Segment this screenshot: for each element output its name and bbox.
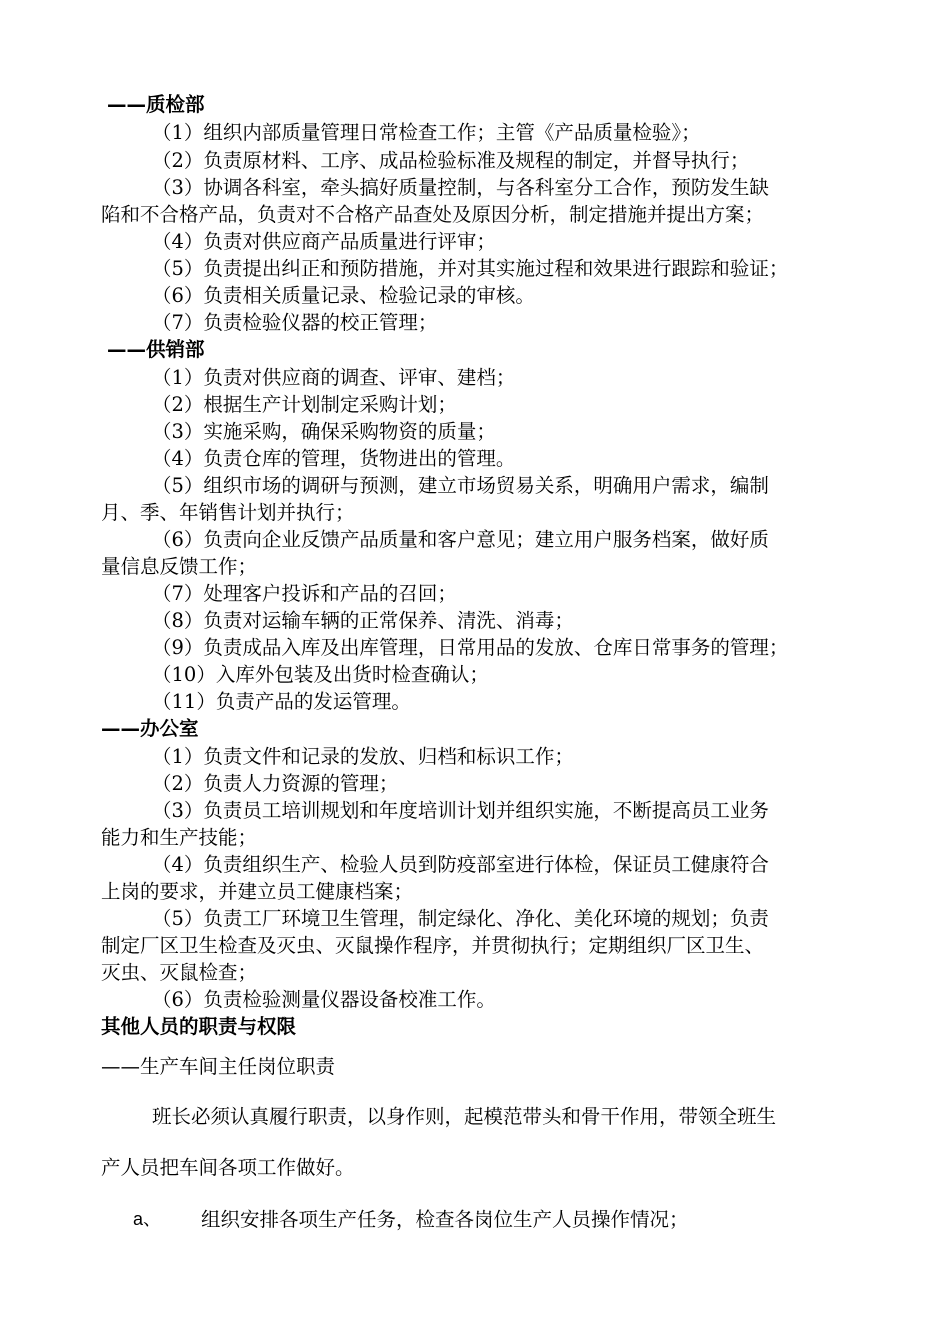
qc-item-3: （3）协调各科室，牵头搞好质量控制，与各科室分工合作，预防发生缺 — [152, 176, 769, 199]
office-item-3-cont: 能力和生产技能； — [101, 826, 258, 849]
supply-item-10: （10）入库外包装及出货时检查确认； — [152, 663, 489, 686]
supply-item-1: （1）负责对供应商的调查、评审、建档； — [152, 366, 516, 389]
supply-item-8: （8）负责对运输车辆的正常保养、清洗、消毒； — [152, 609, 574, 632]
supply-item-6-cont: 量信息反馈工作； — [101, 555, 258, 578]
qc-item-4: （4）负责对供应商产品质量进行评审； — [152, 230, 496, 253]
qc-item-6: （6）负责相关质量记录、检验记录的审核。 — [152, 284, 535, 307]
qc-item-2: （2）负责原材料、工序、成品检验标准及规程的制定，并督导执行； — [152, 149, 750, 172]
subheading-workshop-director: ——生产车间主任岗位职责 — [101, 1055, 336, 1078]
office-item-3: （3）负责员工培训规划和年度培训计划并组织实施，不断提高员工业务 — [152, 799, 769, 822]
office-item-6: （6）负责检验测量仪器设备校准工作。 — [152, 988, 496, 1011]
supply-item-5-cont: 月、季、年销售计划并执行； — [101, 501, 355, 524]
office-item-1: （1）负责文件和记录的发放、归档和标识工作； — [152, 745, 574, 768]
paragraph-line-2: 产人员把车间各项工作做好。 — [101, 1156, 355, 1179]
supply-item-11: （11）负责产品的发运管理。 — [152, 690, 411, 713]
list-item-a: 组织安排各项生产任务，检查各岗位生产人员操作情况； — [201, 1208, 689, 1231]
qc-item-3-cont: 陷和不合格产品，负责对不合格产品查处及原因分析，制定措施并提出方案； — [101, 203, 765, 226]
office-item-5-cont-1: 制定厂区卫生检查及灭虫、灭鼠操作程序，并贯彻执行；定期组织厂区卫生、 — [101, 934, 765, 957]
qc-item-1: （1）组织内部质量管理日常检查工作；主管《产品质量检验》； — [152, 121, 701, 144]
office-item-5: （5）负责工厂环境卫生管理，制定绿化、净化、美化环境的规划；负责 — [152, 907, 769, 930]
heading-supply: ——供销部 — [107, 338, 205, 361]
heading-qc: ——质检部 — [107, 93, 205, 116]
supply-item-3: （3）实施采购，确保采购物资的质量； — [152, 420, 496, 443]
supply-item-2: （2）根据生产计划制定采购计划； — [152, 393, 457, 416]
supply-item-4: （4）负责仓库的管理，货物进出的管理。 — [152, 447, 516, 470]
office-item-4-cont: 上岗的要求，并建立员工健康档案； — [101, 880, 414, 903]
list-marker-a: a、 — [133, 1209, 162, 1229]
supply-item-7: （7）处理客户投诉和产品的召回； — [152, 582, 457, 605]
heading-office: ——办公室 — [101, 717, 199, 740]
heading-others: 其他人员的职责与权限 — [101, 1015, 297, 1038]
office-item-5-cont-2: 灭虫、灭鼠检查； — [101, 961, 258, 984]
qc-item-5: （5）负责提出纠正和预防措施，并对其实施过程和效果进行跟踪和验证； — [152, 257, 789, 280]
supply-item-6: （6）负责向企业反馈产品质量和客户意见；建立用户服务档案，做好质 — [152, 528, 769, 551]
supply-item-5: （5）组织市场的调研与预测，建立市场贸易关系，明确用户需求，编制 — [152, 474, 769, 497]
supply-item-9: （9）负责成品入库及出库管理，日常用品的发放、仓库日常事务的管理； — [152, 636, 789, 659]
paragraph-line-1: 班长必须认真履行职责，以身作则，起模范带头和骨干作用，带领全班生 — [152, 1105, 777, 1128]
office-item-4: （4）负责组织生产、检验人员到防疫部室进行体检，保证员工健康符合 — [152, 853, 769, 876]
qc-item-7: （7）负责检验仪器的校正管理； — [152, 311, 438, 334]
office-item-2: （2）负责人力资源的管理； — [152, 772, 399, 795]
